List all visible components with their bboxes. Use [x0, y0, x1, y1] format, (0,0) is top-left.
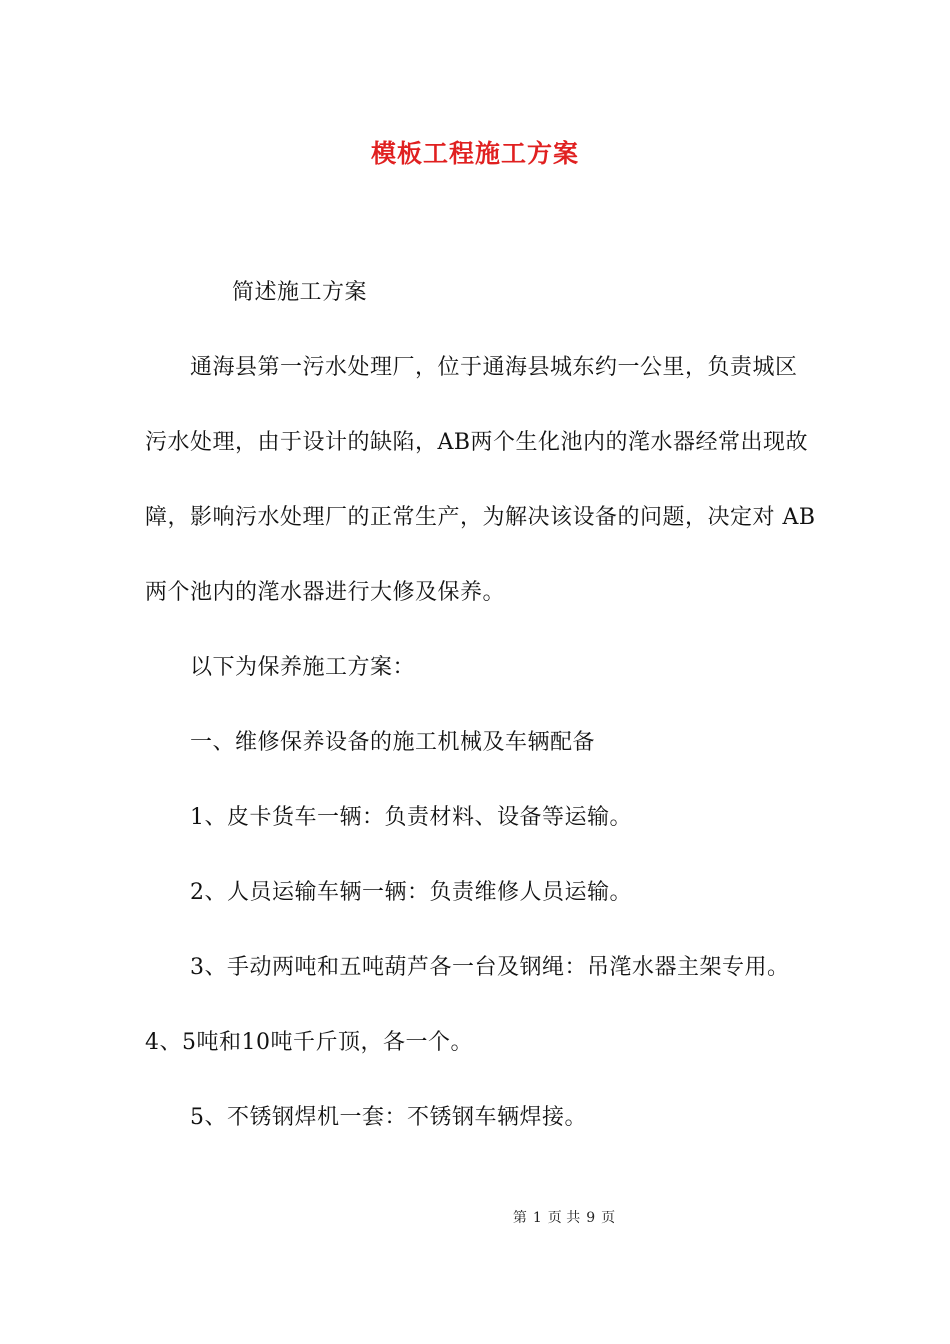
paragraph-line: 障，影响污水处理厂的正常生产，为解决该设备的问题，决定对 AB	[145, 505, 816, 530]
list-item: 2、人员运输车辆一辆：负责维修人员运输。	[190, 880, 632, 905]
page-number-indicator	[510, 1208, 618, 1228]
footer-prefix: 第	[512, 1210, 527, 1226]
list-item: 5、不锈钢焊机一套：不锈钢车辆焊接。	[190, 1105, 587, 1130]
footer-suffix: 页	[601, 1210, 616, 1226]
list-item: 1、皮卡货车一辆：负责材料、设备等运输。	[190, 805, 632, 830]
list-item: 3、手动两吨和五吨葫芦各一台及钢绳：吊滗水器主架专用。	[190, 955, 790, 980]
section-heading-overview: 简述施工方案	[232, 280, 368, 305]
paragraph-line: 通海县第一污水处理厂，位于通海县城东约一公里，负责城区	[190, 355, 798, 380]
paragraph-line: 两个池内的滗水器进行大修及保养。	[145, 580, 506, 605]
section-heading-equipment: 一、维修保养设备的施工机械及车辆配备	[190, 730, 596, 755]
page-footer	[0, 1208, 950, 1228]
paragraph-line: 污水处理，由于设计的缺陷，AB两个生化池内的滗水器经常出现故	[145, 430, 809, 455]
footer-mid: 页 共	[547, 1210, 581, 1226]
list-item: 4、5吨和10吨千斤顶，各一个。	[145, 1030, 473, 1055]
paragraph-line: 以下为保养施工方案：	[190, 655, 416, 680]
current-page-number: 1	[532, 1210, 542, 1226]
document-title: 模板工程施工方案	[370, 139, 579, 168]
total-page-number: 9	[586, 1210, 596, 1226]
